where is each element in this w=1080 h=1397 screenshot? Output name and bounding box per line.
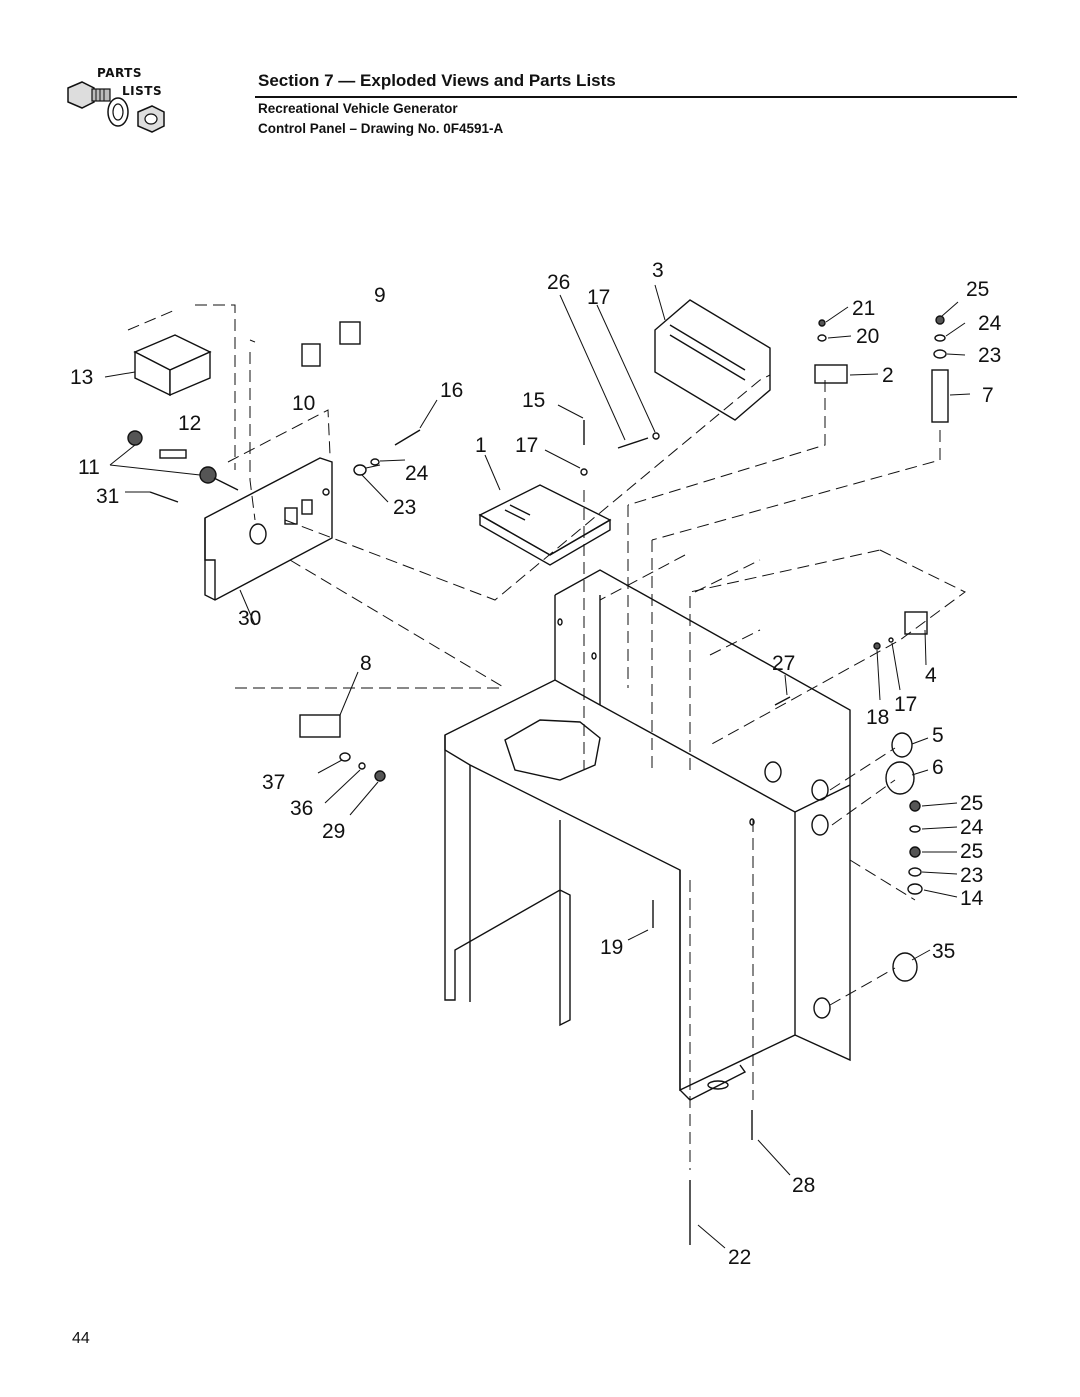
callout-24: 24 xyxy=(960,816,984,839)
callout-5: 5 xyxy=(932,724,944,747)
part-7-cylinder xyxy=(932,370,948,422)
callout-17: 17 xyxy=(894,693,918,716)
callout-9: 9 xyxy=(374,284,386,307)
callout-19: 19 xyxy=(600,936,624,959)
callout-36: 36 xyxy=(290,797,314,820)
callout-20: 20 xyxy=(856,325,880,348)
part-1-regulator xyxy=(480,485,610,565)
part-13-box xyxy=(135,335,210,395)
bracket-panel xyxy=(205,458,332,600)
callout-15: 15 xyxy=(522,389,546,412)
callout-24: 24 xyxy=(405,462,429,485)
callout-4: 4 xyxy=(925,664,937,687)
drawing-subtitle-line1: Recreational Vehicle Generator xyxy=(258,101,458,116)
drawing-subtitle-line2: Control Panel – Drawing No. 0F4591-A xyxy=(258,121,504,136)
callout-18: 18 xyxy=(866,706,890,729)
part-3-cover xyxy=(655,300,770,420)
callout-7: 7 xyxy=(982,384,994,407)
callout-35: 35 xyxy=(932,940,956,963)
callout-11: 11 xyxy=(78,456,100,479)
callout-25: 25 xyxy=(966,278,990,301)
callout-24: 24 xyxy=(978,312,1002,335)
callout-25: 25 xyxy=(960,792,984,815)
callout-8: 8 xyxy=(360,652,372,675)
callout-6: 6 xyxy=(932,756,944,779)
callout-2: 2 xyxy=(882,364,894,387)
chassis-frame xyxy=(445,570,850,1100)
callout-31: 31 xyxy=(96,485,120,508)
callout-29: 29 xyxy=(322,820,346,843)
callout-25: 25 xyxy=(960,840,984,863)
section-title: Section 7 — Exploded Views and Parts Lists xyxy=(258,71,616,90)
callout-23: 23 xyxy=(960,864,984,887)
callout-26: 26 xyxy=(547,271,571,294)
part-8 xyxy=(300,715,340,737)
callout-22: 22 xyxy=(728,1246,752,1269)
callout-16: 16 xyxy=(440,379,464,402)
page-number: 44 xyxy=(72,1330,90,1347)
logo-parts-text: PARTS xyxy=(97,66,143,80)
callout-37: 37 xyxy=(262,771,286,794)
callout-23: 23 xyxy=(393,496,417,519)
callout-30: 30 xyxy=(238,607,262,630)
callout-13: 13 xyxy=(70,366,94,389)
callout-14: 14 xyxy=(960,887,984,910)
callout-12: 12 xyxy=(178,412,202,435)
callout-28: 28 xyxy=(792,1174,816,1197)
callout-17: 17 xyxy=(515,434,539,457)
callout-17: 17 xyxy=(587,286,611,309)
part-9-relay xyxy=(340,322,360,344)
part-10-relay xyxy=(302,344,320,366)
callout-1: 1 xyxy=(475,434,487,457)
callout-3: 3 xyxy=(652,259,664,282)
logo-lists-text: LISTS xyxy=(122,84,163,98)
callout-23: 23 xyxy=(978,344,1002,367)
callout-21: 21 xyxy=(852,297,876,320)
callout-27: 27 xyxy=(772,652,796,675)
callout-10: 10 xyxy=(292,392,316,415)
